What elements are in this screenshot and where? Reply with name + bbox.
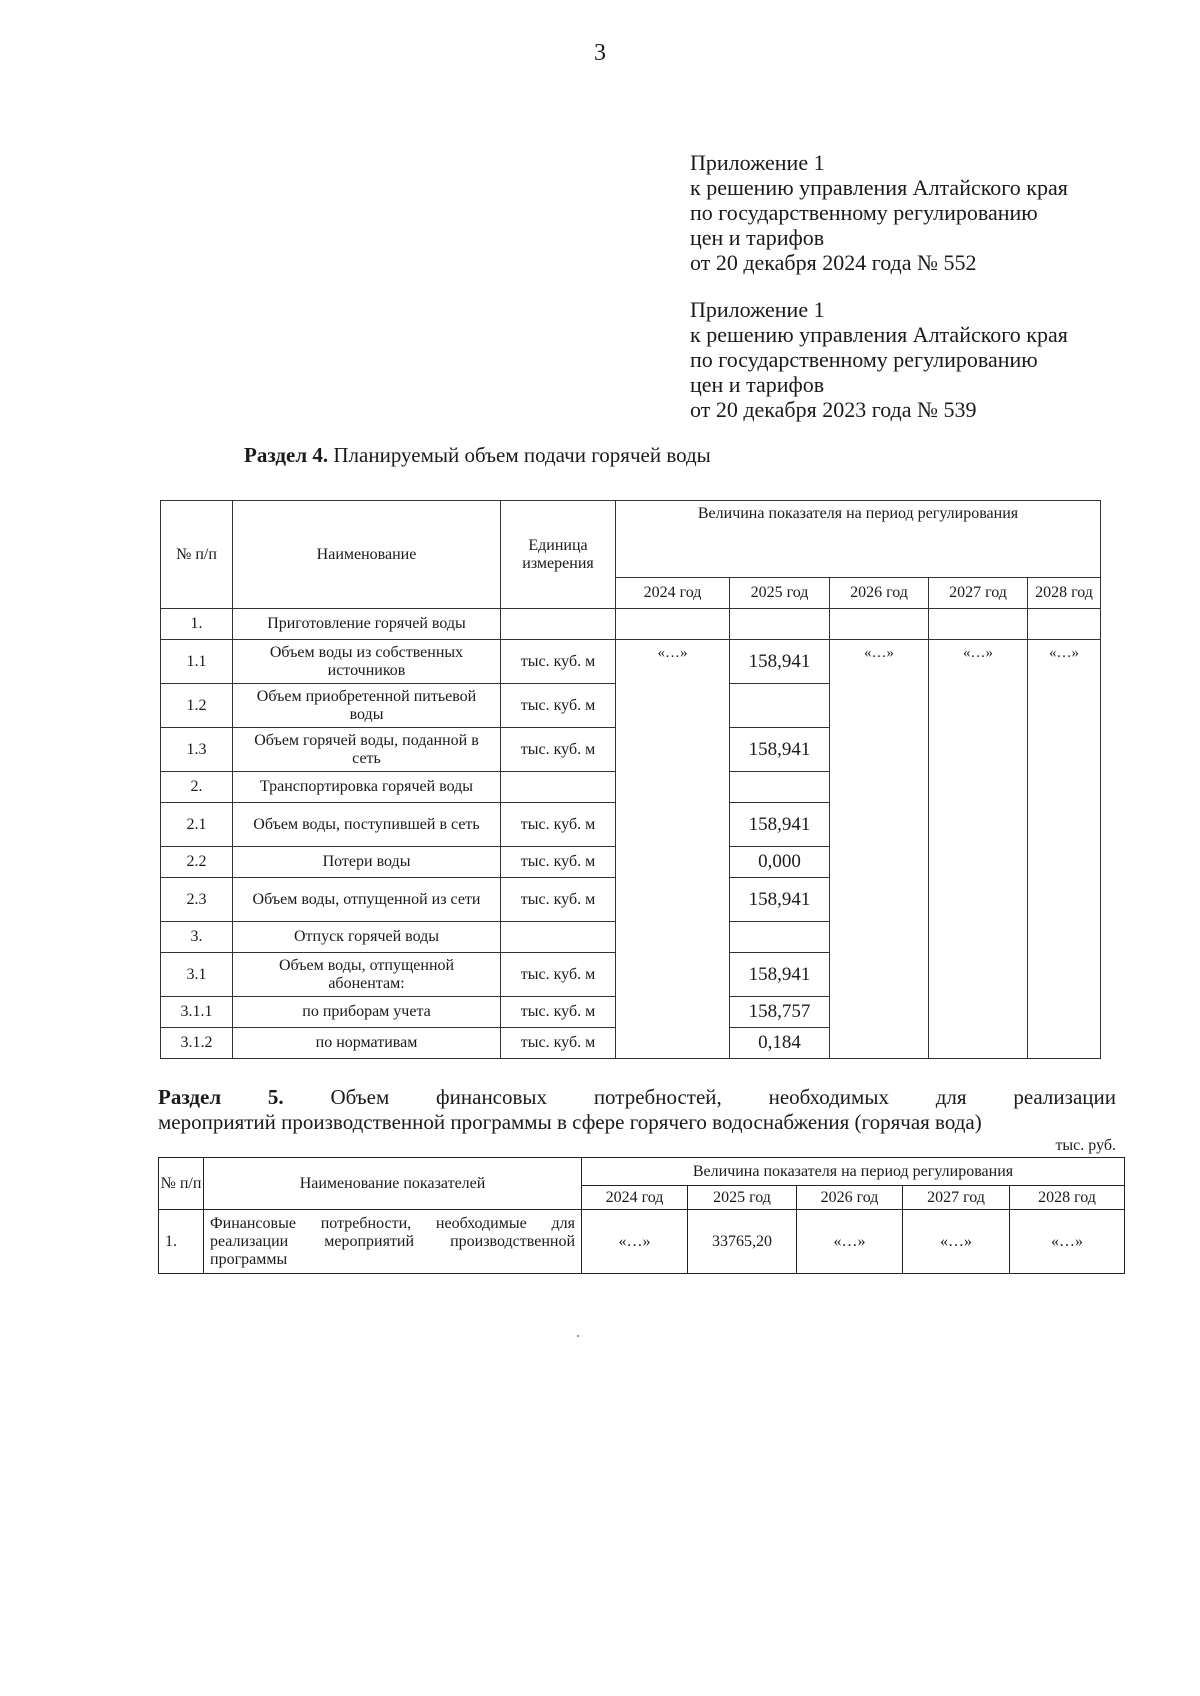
row-value-2025: 158,941 bbox=[730, 803, 830, 847]
section4-table bbox=[160, 500, 1101, 1059]
row-value-2025: 158,941 bbox=[730, 953, 830, 997]
empty-cell bbox=[929, 609, 1028, 640]
row-value-2025: 0,000 bbox=[730, 847, 830, 878]
row-unit: тыс. куб. м bbox=[501, 803, 616, 847]
appendix-line: Приложение 1 bbox=[690, 150, 825, 175]
section4-title-bold: Раздел 4. bbox=[244, 443, 329, 467]
row-unit bbox=[501, 772, 616, 803]
fin-header-year: 2026 год bbox=[797, 1186, 903, 1210]
row-unit: тыс. куб. м bbox=[501, 953, 616, 997]
row-unit: тыс. куб. м bbox=[501, 684, 616, 728]
row-unit: тыс. куб. м bbox=[501, 640, 616, 684]
fin-header-year: 2025 год bbox=[688, 1186, 797, 1210]
fin-header-period: Величина показателя на период регулирования bbox=[582, 1158, 1125, 1186]
row-unit: тыс. куб. м bbox=[501, 1028, 616, 1059]
row-name: Объем горячей воды, поданной в сеть bbox=[233, 728, 501, 772]
section4-title-text: Планируемый объем подачи горячей воды bbox=[328, 443, 711, 467]
row-value-2025 bbox=[730, 609, 830, 640]
header-year: 2027 год bbox=[929, 578, 1028, 609]
unit-label: тыс. руб. bbox=[1055, 1137, 1116, 1154]
table-row bbox=[161, 609, 1101, 640]
value-2024-placeholder: «…» bbox=[616, 640, 730, 1059]
row-name: по приборам учета bbox=[233, 997, 501, 1028]
appendix-line: Приложение 1 bbox=[690, 297, 825, 322]
empty-cell bbox=[1028, 609, 1101, 640]
row-name: Потери воды bbox=[233, 847, 501, 878]
row-num: 3. bbox=[161, 922, 233, 953]
row-name: по нормативам bbox=[233, 1028, 501, 1059]
row-value-2025: 158,941 bbox=[730, 728, 830, 772]
empty-cell bbox=[616, 609, 730, 640]
fin-row-name: Финансовые потребности, необходимые для реализации мероприятий производственной программы bbox=[204, 1210, 582, 1274]
fin-value-2026: «…» bbox=[797, 1210, 903, 1274]
table-row bbox=[159, 1210, 1125, 1274]
page-number: 3 bbox=[594, 40, 606, 66]
row-value-2025: 158,757 bbox=[730, 997, 830, 1028]
fin-value-2025: 33765,20 bbox=[688, 1210, 797, 1274]
row-num: 2. bbox=[161, 772, 233, 803]
row-num: 2.3 bbox=[161, 878, 233, 922]
section4-title bbox=[244, 443, 711, 468]
row-unit bbox=[501, 922, 616, 953]
fin-value-2027: «…» bbox=[903, 1210, 1010, 1274]
table-row bbox=[161, 640, 1101, 684]
header-year: 2025 год bbox=[730, 578, 830, 609]
header-period: Величина показателя на период регулирования bbox=[616, 501, 1101, 578]
section5-title-line2: мероприятий производственной программы в сфере горячего водоснабжения (горячая вода) bbox=[158, 1110, 982, 1134]
row-name: Объем воды из собственных источников bbox=[233, 640, 501, 684]
header-year: 2024 год bbox=[616, 578, 730, 609]
fin-value-2028: «…» bbox=[1010, 1210, 1125, 1274]
row-num: 2.1 bbox=[161, 803, 233, 847]
value-2028-placeholder: «…» bbox=[1028, 640, 1101, 1059]
appendix-header-2024 bbox=[690, 150, 1170, 275]
appendix-line: цен и тарифов bbox=[690, 225, 825, 250]
section5-title-text: Объем финансовых потребностей, необходимых для реализации bbox=[283, 1085, 1116, 1109]
scan-dot bbox=[577, 1335, 579, 1337]
row-value-2025: 0,184 bbox=[730, 1028, 830, 1059]
appendix-line: по государственному регулированию bbox=[690, 347, 1038, 372]
section5-table bbox=[158, 1157, 1125, 1274]
row-num: 1.2 bbox=[161, 684, 233, 728]
row-value-2025 bbox=[730, 684, 830, 728]
row-num: 3.1.1 bbox=[161, 997, 233, 1028]
fin-value-2024: «…» bbox=[582, 1210, 688, 1274]
row-name: Объем воды, отпущенной из сети bbox=[233, 878, 501, 922]
row-value-2025: 158,941 bbox=[730, 878, 830, 922]
header-num: № п/п bbox=[161, 501, 233, 609]
row-name: Транспортировка горячей воды bbox=[233, 772, 501, 803]
row-num: 3.1 bbox=[161, 953, 233, 997]
value-2026-placeholder: «…» bbox=[830, 640, 929, 1059]
fin-row-num: 1. bbox=[159, 1210, 204, 1274]
row-num: 1.1 bbox=[161, 640, 233, 684]
header-year: 2026 год bbox=[830, 578, 929, 609]
appendix-header-2023 bbox=[690, 297, 1170, 422]
header-unit: Единица измерения bbox=[501, 501, 616, 609]
row-name: Отпуск горячей воды bbox=[233, 922, 501, 953]
appendix-line: от 20 декабря 2024 года № 552 bbox=[690, 250, 977, 275]
row-name: Объем приобретенной питьевой воды bbox=[233, 684, 501, 728]
appendix-line: к решению управления Алтайского края bbox=[690, 175, 1068, 200]
row-num: 1.3 bbox=[161, 728, 233, 772]
row-num: 3.1.2 bbox=[161, 1028, 233, 1059]
row-unit bbox=[501, 609, 616, 640]
row-unit: тыс. куб. м bbox=[501, 728, 616, 772]
row-name: Приготовление горячей воды bbox=[233, 609, 501, 640]
fin-header-year: 2027 год bbox=[903, 1186, 1010, 1210]
row-value-2025 bbox=[730, 922, 830, 953]
row-unit: тыс. куб. м bbox=[501, 878, 616, 922]
appendix-line: цен и тарифов bbox=[690, 372, 825, 397]
row-name: Объем воды, отпущенной абонентам: bbox=[233, 953, 501, 997]
row-value-2025 bbox=[730, 772, 830, 803]
header-name: Наименование bbox=[233, 501, 501, 609]
empty-cell bbox=[830, 609, 929, 640]
row-value-2025: 158,941 bbox=[730, 640, 830, 684]
value-2027-placeholder: «…» bbox=[929, 640, 1028, 1059]
appendix-line: к решению управления Алтайского края bbox=[690, 322, 1068, 347]
row-name: Объем воды, поступившей в сеть bbox=[233, 803, 501, 847]
section5-title-bold: Раздел 5. bbox=[158, 1085, 284, 1109]
appendix-line: от 20 декабря 2023 года № 539 bbox=[690, 397, 977, 422]
fin-header-year: 2024 год bbox=[582, 1186, 688, 1210]
fin-header-num: № п/п bbox=[159, 1158, 204, 1210]
section5-title bbox=[158, 1085, 1116, 1135]
header-year: 2028 год bbox=[1028, 578, 1101, 609]
row-num: 1. bbox=[161, 609, 233, 640]
section5-title-line1 bbox=[158, 1085, 1116, 1110]
fin-header-name: Наименование показателей bbox=[204, 1158, 582, 1210]
fin-header-year: 2028 год bbox=[1010, 1186, 1125, 1210]
row-unit: тыс. куб. м bbox=[501, 847, 616, 878]
row-unit: тыс. куб. м bbox=[501, 997, 616, 1028]
row-num: 2.2 bbox=[161, 847, 233, 878]
appendix-line: по государственному регулированию bbox=[690, 200, 1038, 225]
